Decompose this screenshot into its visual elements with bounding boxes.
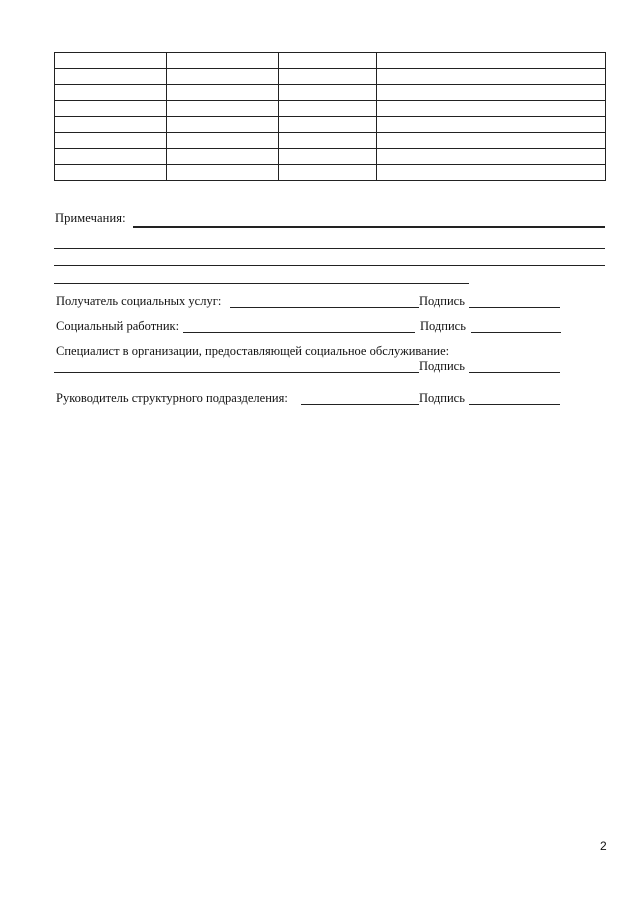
notes-line-3 [54,265,605,266]
notes-line-1 [133,226,605,228]
notes-line-4 [54,283,469,284]
table-row [55,149,606,165]
table-cell[interactable] [55,117,167,133]
table-row [55,133,606,149]
specialist-label: Специалист в организации, предоставляющей социальное обслуживание: [56,344,450,358]
specialist-signature-field[interactable] [469,372,560,373]
table-cell[interactable] [167,165,279,181]
recipient-signature-field[interactable] [469,307,560,308]
table-cell[interactable] [167,117,279,133]
table-cell[interactable] [377,85,606,101]
table-cell[interactable] [279,53,377,69]
table-cell[interactable] [377,53,606,69]
table-cell[interactable] [279,149,377,165]
table-cell[interactable] [279,165,377,181]
recipient-signature-label: Подпись [419,294,465,308]
table-cell[interactable] [377,133,606,149]
table-cell[interactable] [279,69,377,85]
table-row [55,53,606,69]
specialist-name-field[interactable] [54,372,419,373]
table-cell[interactable] [55,133,167,149]
social-worker-name-field[interactable] [183,332,415,333]
table-cell[interactable] [377,117,606,133]
table-cell[interactable] [377,165,606,181]
table-cell[interactable] [377,149,606,165]
notes-line-2 [54,248,605,249]
table-row [55,69,606,85]
table-cell[interactable] [279,117,377,133]
table-cell[interactable] [167,133,279,149]
table-cell[interactable] [167,149,279,165]
table-row [55,165,606,181]
table-cell[interactable] [55,53,167,69]
head-signature-label: Подпись [419,391,465,405]
head-signature-field[interactable] [469,404,560,405]
table-cell[interactable] [55,69,167,85]
table-cell[interactable] [167,101,279,117]
social-worker-label: Социальный работник: [56,319,180,333]
services-table-body [55,53,606,181]
recipient-name-field[interactable] [230,307,419,308]
social-worker-signature-label: Подпись [420,319,466,333]
table-row [55,101,606,117]
table-cell[interactable] [55,165,167,181]
table-cell[interactable] [55,149,167,165]
services-table [54,52,606,181]
table-cell[interactable] [279,101,377,117]
table-cell[interactable] [167,69,279,85]
table-cell[interactable] [279,133,377,149]
table-cell[interactable] [377,101,606,117]
notes-label: Примечания: [55,211,126,225]
table-row [55,117,606,133]
specialist-signature-label: Подпись [419,359,465,373]
table-cell[interactable] [377,69,606,85]
table-cell[interactable] [167,53,279,69]
table-cell[interactable] [55,85,167,101]
table-cell[interactable] [167,85,279,101]
social-worker-signature-field[interactable] [471,332,561,333]
recipient-label: Получатель социальных услуг: [56,294,222,308]
table-cell[interactable] [55,101,167,117]
table-row [55,85,606,101]
page-number: 2 [600,839,607,853]
table-cell[interactable] [279,85,377,101]
head-name-field[interactable] [301,404,419,405]
head-label: Руководитель структурного подразделения: [56,391,288,405]
